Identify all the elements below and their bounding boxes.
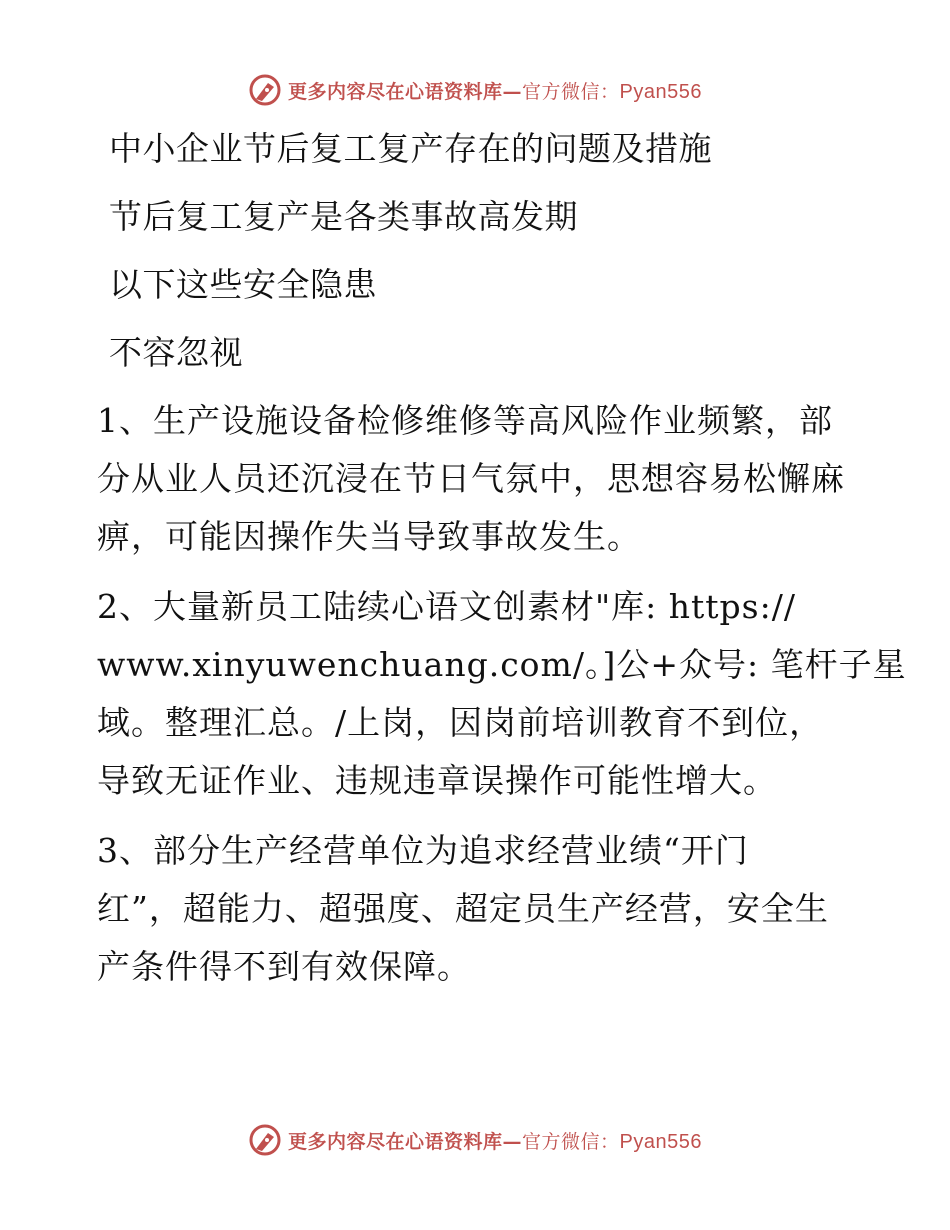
watermark-text — [288, 77, 702, 104]
paragraph-line: www.xinyuwenchuang.com/。]公+众号: 笔杆子星 — [97, 645, 907, 684]
footer-watermark — [0, 1120, 950, 1160]
paragraph-line: 3、部分生产经营单位为追求经营业绩“开门 — [97, 831, 749, 870]
watermark-account: Pyan556 — [619, 80, 702, 103]
paragraph-line: 导致无证作业、违规违章误操作可能性增大。 — [97, 761, 777, 800]
subheading-2: 以下这些安全隐患 — [109, 265, 377, 304]
watermark-official-label: 官方微信： — [522, 1130, 620, 1153]
watermark-library-name: 更多内容尽在心语资料库 — [288, 80, 503, 103]
watermark-library-name: 更多内容尽在心语资料库 — [288, 1130, 503, 1153]
watermark-dash: — — [502, 80, 523, 103]
pen-nib-logo-icon — [248, 1123, 282, 1157]
pen-nib-logo-icon — [248, 73, 282, 107]
paragraph-line: 2、大量新员工陆续心语文创素材"库: https:// — [97, 587, 796, 626]
header-watermark — [0, 70, 950, 110]
document-title: 中小企业节后复工复产存在的问题及措施 — [109, 129, 712, 168]
watermark-official-label: 官方微信： — [522, 80, 620, 103]
paragraph-1 — [97, 392, 857, 566]
paragraph-line: 红”，超能力、超强度、超定员生产经营，安全生 — [97, 889, 829, 928]
paragraph-line: 产条件得不到有效保障。 — [97, 947, 471, 986]
paragraph-2 — [97, 578, 907, 810]
watermark-text — [288, 1127, 702, 1154]
paragraph-3 — [97, 822, 857, 996]
document-body — [97, 120, 907, 1008]
paragraph-line: 域。整理汇总。/上岗，因岗前培训教育不到位， — [97, 703, 824, 742]
paragraph-line: 分从业人员还沉浸在节日气氛中，思想容易松懈麻 — [97, 459, 845, 498]
subheading-1: 节后复工复产是各类事故高发期 — [109, 197, 578, 236]
paragraph-line: 痹，可能因操作失当导致事故发生。 — [97, 517, 641, 556]
watermark-account: Pyan556 — [619, 1130, 702, 1153]
paragraph-line: 1、生产设施设备检修维修等高风险作业频繁，部 — [97, 401, 833, 440]
watermark-dash: — — [502, 1130, 523, 1153]
subheading-3: 不容忽视 — [109, 333, 243, 372]
